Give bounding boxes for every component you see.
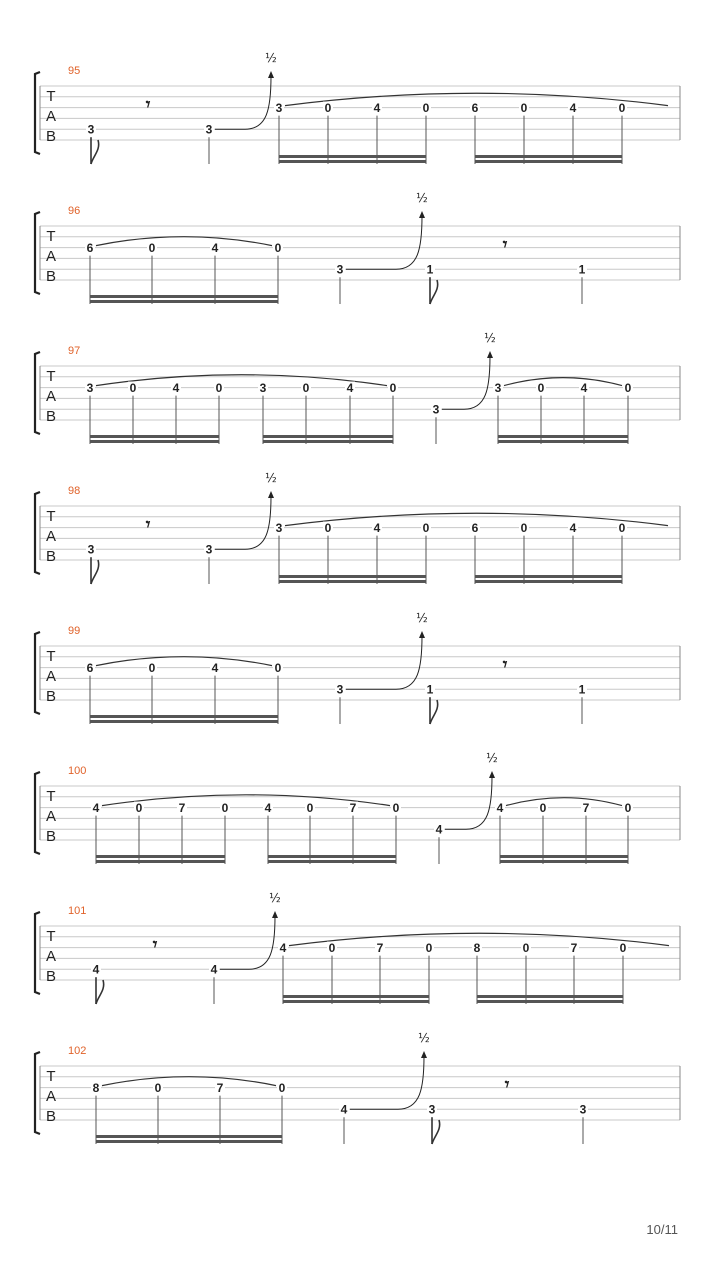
tab-clef-letter: B [45, 688, 57, 705]
tie-arc [504, 378, 622, 386]
measure-number: 102 [68, 1045, 87, 1057]
tab-system [35, 471, 680, 584]
fret-number: 0 [215, 381, 223, 396]
note-beam [96, 860, 225, 863]
fret-number: 1 [426, 682, 434, 697]
note-flag [96, 980, 104, 1004]
measure-number: 97 [68, 345, 81, 357]
note-beam [96, 1135, 282, 1138]
measure-number: 98 [68, 485, 81, 497]
fret-number: 1 [426, 262, 434, 277]
fret-number: 0 [306, 801, 314, 816]
fret-number: 0 [278, 1081, 286, 1096]
fret-number: 0 [328, 941, 336, 956]
bend-amount: ½ [484, 331, 496, 345]
fret-number: 0 [539, 801, 547, 816]
note-beam [96, 855, 225, 858]
note-beam [475, 580, 622, 583]
bend-arrowhead [268, 491, 274, 498]
fret-number: 0 [618, 101, 626, 116]
note-beam [475, 160, 622, 163]
tab-system [35, 331, 680, 444]
note-beam [268, 860, 396, 863]
bend-arrowhead [268, 71, 274, 78]
tab-system [35, 611, 680, 724]
bend-amount: ½ [265, 471, 277, 485]
bend-amount: ½ [418, 1031, 430, 1045]
fret-number: 0 [154, 1081, 162, 1096]
tab-system [35, 51, 680, 164]
tab-clef-letter: B [45, 1108, 57, 1125]
fret-number: 7 [216, 1081, 224, 1096]
fret-number: 0 [221, 801, 229, 816]
system-bracket [35, 212, 40, 294]
note-beam [279, 160, 426, 163]
tie-arc [96, 657, 272, 666]
note-beam [498, 440, 628, 443]
fret-number: 4 [210, 962, 218, 977]
bend-arrowhead [489, 771, 495, 778]
fret-number: 7 [178, 801, 186, 816]
bend-curve [220, 916, 275, 969]
tab-clef-letter: A [45, 948, 57, 965]
measure-number: 99 [68, 625, 81, 637]
note-beam [268, 855, 396, 858]
fret-number: 0 [619, 941, 627, 956]
fret-number: 3 [275, 521, 283, 536]
system-bracket [35, 1052, 40, 1134]
fret-number: 3 [579, 1102, 587, 1117]
tab-clef-letter: A [45, 248, 57, 265]
bend-curve [215, 76, 271, 129]
note-beam [90, 300, 278, 303]
fret-number: 0 [537, 381, 545, 396]
eighth-rest: 𝄾 [152, 935, 158, 955]
note-beam [96, 1140, 282, 1143]
tab-clef-letter: A [45, 668, 57, 685]
note-beam [283, 995, 429, 998]
system-bracket [35, 632, 40, 714]
note-beam [263, 435, 393, 438]
bend-arrowhead [419, 631, 425, 638]
fret-number: 6 [471, 521, 479, 536]
fret-number: 0 [425, 941, 433, 956]
tab-clef-letter: T [46, 788, 56, 805]
fret-number: 0 [522, 941, 530, 956]
bend-curve [215, 496, 271, 549]
fret-number: 0 [135, 801, 143, 816]
tab-clef-letter: T [46, 928, 56, 945]
fret-number: 6 [86, 241, 94, 256]
fret-number: 4 [172, 381, 180, 396]
system-bracket [35, 352, 40, 434]
tie-arc [102, 1077, 276, 1086]
tab-system [35, 191, 680, 304]
fret-number: 0 [520, 521, 528, 536]
bend-amount: ½ [269, 891, 281, 905]
tab-clef-letter: B [45, 968, 57, 985]
note-beam [90, 435, 219, 438]
note-flag [91, 140, 99, 164]
fret-number: 4 [92, 962, 100, 977]
eighth-rest: 𝄾 [502, 235, 508, 255]
bend-arrowhead [419, 211, 425, 218]
fret-number: 8 [92, 1081, 100, 1096]
fret-number: 0 [422, 521, 430, 536]
note-beam [279, 575, 426, 578]
fret-number: 3 [205, 542, 213, 557]
eighth-rest: 𝄾 [504, 1075, 510, 1095]
fret-number: 3 [275, 101, 283, 116]
tie-arc [506, 798, 622, 806]
tab-system [35, 1031, 680, 1144]
fret-number: 4 [435, 822, 443, 837]
tab-clef-letter: A [45, 528, 57, 545]
tab-system [35, 751, 680, 864]
fret-number: 6 [86, 661, 94, 676]
fret-number: 0 [324, 521, 332, 536]
fret-number: 0 [520, 101, 528, 116]
fret-number: 4 [580, 381, 588, 396]
note-beam [475, 575, 622, 578]
tab-clef-letter: B [45, 828, 57, 845]
fret-number: 0 [392, 801, 400, 816]
tie-arc [96, 237, 272, 246]
tab-clef-letter: A [45, 108, 57, 125]
fret-number: 4 [211, 661, 219, 676]
fret-number: 0 [389, 381, 397, 396]
fret-number: 6 [471, 101, 479, 116]
system-bracket [35, 492, 40, 574]
measure-number: 100 [68, 765, 87, 777]
note-beam [283, 1000, 429, 1003]
bend-arrowhead [421, 1051, 427, 1058]
fret-number: 4 [279, 941, 287, 956]
eighth-rest: 𝄾 [502, 655, 508, 675]
fret-number: 3 [494, 381, 502, 396]
fret-number: 3 [259, 381, 267, 396]
eighth-rest: 𝄾 [145, 95, 151, 115]
bend-amount: ½ [416, 611, 428, 625]
note-beam [90, 440, 219, 443]
note-beam [90, 715, 278, 718]
tab-clef-letter: T [46, 508, 56, 525]
bend-amount: ½ [416, 191, 428, 205]
fret-number: 7 [349, 801, 357, 816]
tab-clef-letter: B [45, 408, 57, 425]
fret-number: 0 [324, 101, 332, 116]
note-flag [91, 560, 99, 584]
tab-system [35, 891, 680, 1004]
fret-number: 0 [624, 381, 632, 396]
fret-number: 0 [148, 661, 156, 676]
fret-number: 3 [205, 122, 213, 137]
tab-clef-letter: T [46, 648, 56, 665]
tab-clef-letter: B [45, 268, 57, 285]
bend-arrowhead [272, 911, 278, 918]
fret-number: 0 [624, 801, 632, 816]
system-bracket [35, 912, 40, 994]
note-flag [432, 1120, 440, 1144]
fret-number: 0 [129, 381, 137, 396]
bend-curve [346, 636, 422, 689]
system-bracket [35, 72, 40, 154]
bend-curve [346, 216, 422, 269]
note-beam [90, 295, 278, 298]
fret-number: 4 [340, 1102, 348, 1117]
eighth-rest: 𝄾 [145, 515, 151, 535]
fret-number: 1 [578, 262, 586, 277]
note-beam [279, 155, 426, 158]
tab-clef-letter: B [45, 548, 57, 565]
fret-number: 0 [274, 241, 282, 256]
note-beam [475, 155, 622, 158]
fret-number: 3 [86, 381, 94, 396]
tab-clef-letter: A [45, 1088, 57, 1105]
measure-number: 101 [68, 905, 87, 917]
tab-clef-letter: T [46, 228, 56, 245]
fret-number: 4 [569, 521, 577, 536]
tab-clef-letter: B [45, 128, 57, 145]
fret-number: 4 [373, 521, 381, 536]
note-beam [90, 720, 278, 723]
fret-number: 7 [376, 941, 384, 956]
fret-number: 0 [422, 101, 430, 116]
fret-number: 8 [473, 941, 481, 956]
note-beam [500, 855, 628, 858]
bend-curve [442, 356, 490, 409]
fret-number: 0 [148, 241, 156, 256]
note-beam [477, 995, 623, 998]
fret-number: 3 [87, 542, 95, 557]
system-bracket [35, 772, 40, 854]
tab-clef-letter: T [46, 1068, 56, 1085]
measure-number: 96 [68, 205, 81, 217]
fret-number: 3 [336, 682, 344, 697]
tab-clef-letter: A [45, 808, 57, 825]
fret-number: 4 [373, 101, 381, 116]
bend-amount: ½ [486, 751, 498, 765]
tab-clef-letter: A [45, 388, 57, 405]
fret-number: 4 [569, 101, 577, 116]
bend-curve [445, 776, 492, 829]
bend-arrowhead [487, 351, 493, 358]
note-beam [500, 860, 628, 863]
fret-number: 3 [432, 402, 440, 417]
bend-curve [350, 1056, 424, 1109]
fret-number: 3 [428, 1102, 436, 1117]
fret-number: 4 [211, 241, 219, 256]
note-beam [477, 1000, 623, 1003]
note-beam [279, 580, 426, 583]
fret-number: 0 [274, 661, 282, 676]
bend-amount: ½ [265, 51, 277, 65]
fret-number: 1 [578, 682, 586, 697]
fret-number: 4 [264, 801, 272, 816]
fret-number: 3 [87, 122, 95, 137]
measure-number: 95 [68, 65, 81, 77]
fret-number: 7 [570, 941, 578, 956]
note-beam [498, 435, 628, 438]
fret-number: 7 [582, 801, 590, 816]
fret-number: 0 [618, 521, 626, 536]
note-beam [263, 440, 393, 443]
fret-number: 4 [496, 801, 504, 816]
note-flag [430, 280, 438, 304]
tab-clef-letter: T [46, 368, 56, 385]
tab-clef-letter: T [46, 88, 56, 105]
note-flag [430, 700, 438, 724]
fret-number: 4 [346, 381, 354, 396]
fret-number: 0 [302, 381, 310, 396]
page-number: 10/11 [646, 1222, 678, 1237]
fret-number: 4 [92, 801, 100, 816]
fret-number: 3 [336, 262, 344, 277]
